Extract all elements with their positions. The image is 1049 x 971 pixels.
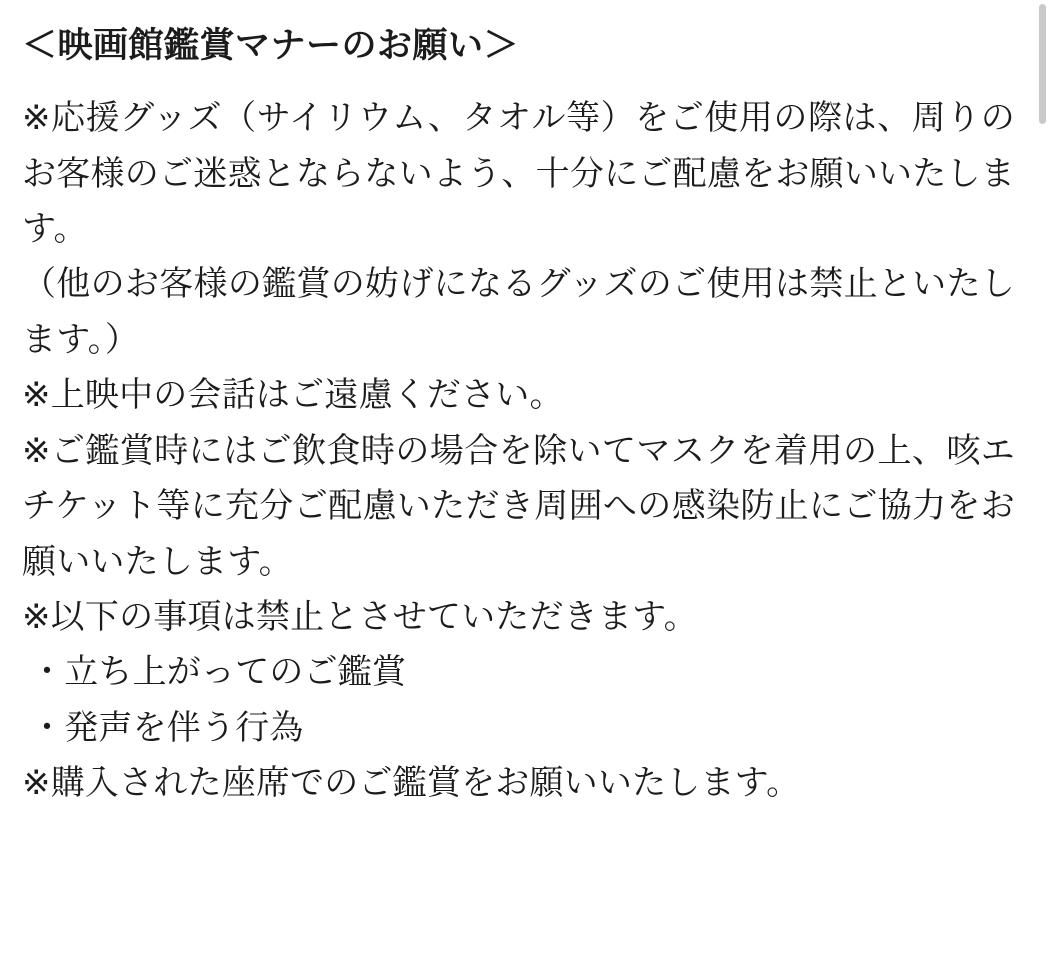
notice-paragraph: （他のお客様の鑑賞の妨げになるグッズのご使用は禁止といたします。）	[22, 265, 1015, 359]
notice-paragraph: ※購入された座席でのご鑑賞をお願いいたします。	[22, 764, 801, 803]
notice-paragraph: ※以下の事項は禁止とさせていただきます。	[22, 597, 698, 636]
notice-list-item: ・発声を伴う行為	[30, 708, 304, 747]
notice-body	[22, 91, 1015, 811]
notice-paragraph: ※上映中の会話はご遠慮ください。	[22, 376, 564, 415]
notice-paragraph: ※ご鑑賞時にはご飲食時の場合を除いてマスクを着用の上、咳エチケット等に充分ご配慮いただき周囲への感染防止にご協力をお願いいたします。	[22, 431, 1015, 581]
page-title: ＜映画館鑑賞マナーのお願い＞	[22, 26, 520, 65]
scrollbar-thumb[interactable]	[1039, 4, 1046, 124]
notice-list-item: ・立ち上がってのご鑑賞	[30, 653, 407, 692]
notice-paragraph: ※応援グッズ（サイリウム、タオル等）をご使用の際は、周りのお客様のご迷惑とならないよう、十分にご配慮をお願いいたします。	[22, 99, 1015, 249]
vertical-scrollbar[interactable]	[1035, 0, 1049, 971]
